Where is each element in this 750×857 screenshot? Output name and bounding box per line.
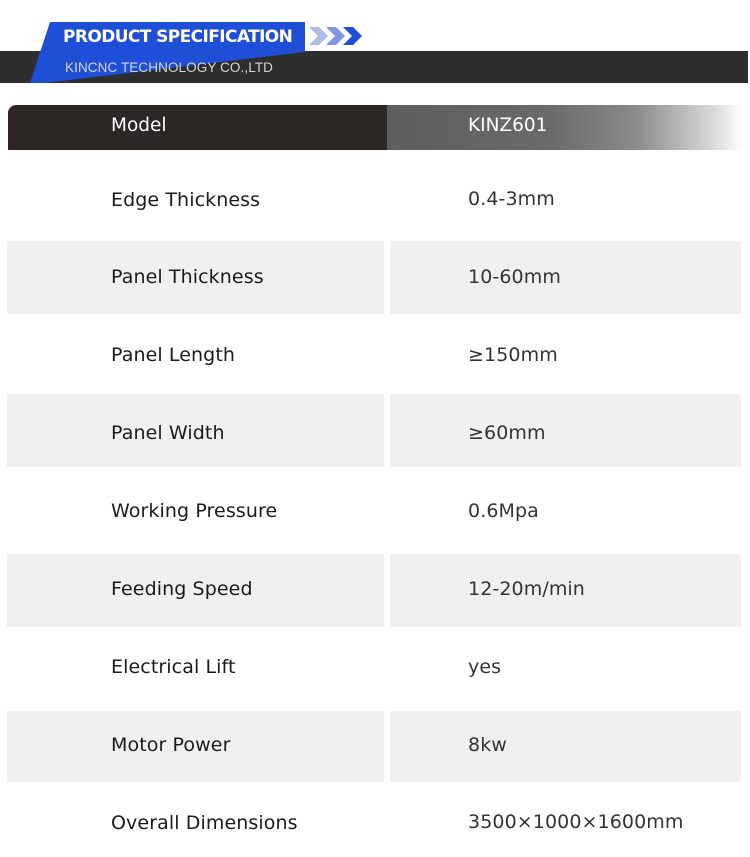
spec-value: yes	[468, 656, 502, 678]
spec-value: 10-60mm	[468, 266, 561, 288]
spec-label: Panel Thickness	[111, 266, 264, 288]
table-row	[0, 164, 750, 240]
spec-label: Working Pressure	[111, 500, 278, 522]
table-row	[0, 628, 750, 710]
spec-label: Overall Dimensions	[111, 812, 298, 834]
value-cell	[390, 394, 741, 467]
header-value: KINZ601	[468, 115, 548, 136]
table-header-row	[8, 105, 742, 150]
table-row	[0, 783, 750, 857]
banner-title: PRODUCT SPECIFICATION	[63, 27, 293, 47]
table-row	[0, 711, 750, 782]
spec-value: 12-20m/min	[468, 578, 585, 600]
value-cell	[390, 468, 741, 553]
company-name: KINCNC TECHNOLOGY CO.,LTD	[65, 60, 274, 75]
spec-value: ≥60mm	[468, 422, 546, 444]
spec-value: 0.6Mpa	[468, 500, 539, 522]
spec-value: 3500×1000×1600mm	[468, 811, 684, 833]
header-label: Model	[111, 115, 167, 136]
table-row	[0, 468, 750, 553]
value-cell	[390, 628, 741, 710]
value-cell	[390, 164, 741, 240]
table-row	[0, 241, 750, 314]
spec-value: ≥150mm	[468, 344, 558, 366]
spec-value: 8kw	[468, 734, 507, 756]
spec-label: Electrical Lift	[111, 656, 236, 678]
header-label-cell	[8, 105, 387, 150]
value-cell	[390, 241, 741, 314]
value-cell	[390, 315, 741, 393]
table-row	[0, 554, 750, 627]
header-value-cell	[387, 105, 742, 150]
table-row	[0, 315, 750, 393]
spec-value: 0.4-3mm	[468, 188, 555, 210]
spec-label: Panel Width	[111, 422, 225, 444]
table-row	[0, 394, 750, 467]
spec-label: Edge Thickness	[111, 189, 261, 211]
spec-label: Feeding Speed	[111, 578, 253, 600]
spec-label: Motor Power	[111, 734, 231, 756]
value-cell	[390, 711, 741, 782]
spec-label: Panel Length	[111, 344, 236, 366]
